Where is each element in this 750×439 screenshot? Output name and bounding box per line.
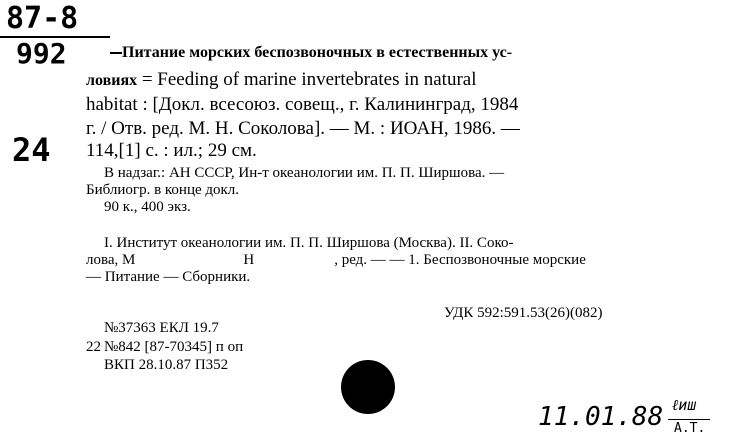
entry-title-line-4: г. / Отв. ред. М. Н. Соколова]. — М. : ИОАН, 1986. —	[86, 118, 520, 139]
handwritten-margin-mark: 24	[12, 131, 51, 169]
entry-title-line-5: 114,[1] с. : ил.; 29 см.	[86, 140, 257, 161]
tracing-line-2-part-a: лова, М	[86, 252, 136, 268]
shelfmark-dash	[110, 52, 122, 54]
notes-line-3: 90 к., 400 экз.	[104, 199, 191, 215]
registry-line-3: ВКП 28.10.87 П352	[104, 357, 229, 373]
handwritten-shelfmark-bottom: 992	[16, 37, 67, 70]
entry-title-line-2	[86, 70, 477, 89]
registry-line-1: №37363 ЕКЛ 19.7	[104, 320, 219, 336]
entry-title-line-1: Питание морских беспозвоночных в естественных ус-	[122, 44, 513, 61]
tracing-line-3: — Питание — Сборники.	[86, 269, 251, 285]
registry-line-2: №842 [87-70345] п оп	[104, 339, 244, 355]
initials-fraction-line	[668, 419, 710, 420]
tracing-line-2-part-b: Н	[243, 252, 255, 268]
tracing-line-1: I. Институт океанологии им. П. П. Ширшова (Москва). II. Соко-	[104, 235, 514, 251]
handwritten-shelfmark-top: 87-8	[6, 1, 79, 36]
handwritten-initials-top: ℓиш	[672, 396, 697, 414]
entry-title-line-3: habitat : [Докл. всесоюз. совещ., г. Калининград, 1984	[86, 94, 519, 115]
entry-title-line-2-bold: ловиях	[86, 72, 138, 89]
tracing-line-2-part-c: , ред. — — 1. Беспозвоночные морские	[334, 252, 586, 268]
tracing-line-2	[86, 253, 586, 268]
notes-line-1: В надзаг.: АН СССР, Ин-т океанологии им. П. П. Ширшова. —	[104, 165, 505, 181]
entry-title-line-2-rest: = Feeding of marine invertebrates in natural	[137, 69, 477, 90]
card-punch-hole	[341, 360, 395, 414]
notes-line-2: Библиогр. в конце докл.	[86, 182, 240, 198]
udc-code: УДК 592:591.53(26)(082)	[444, 305, 603, 321]
handwritten-date: 11.01.88	[538, 402, 664, 432]
handwritten-initials-bottom: A.T.	[674, 421, 706, 436]
registry-line-2-number: 22	[86, 339, 101, 355]
